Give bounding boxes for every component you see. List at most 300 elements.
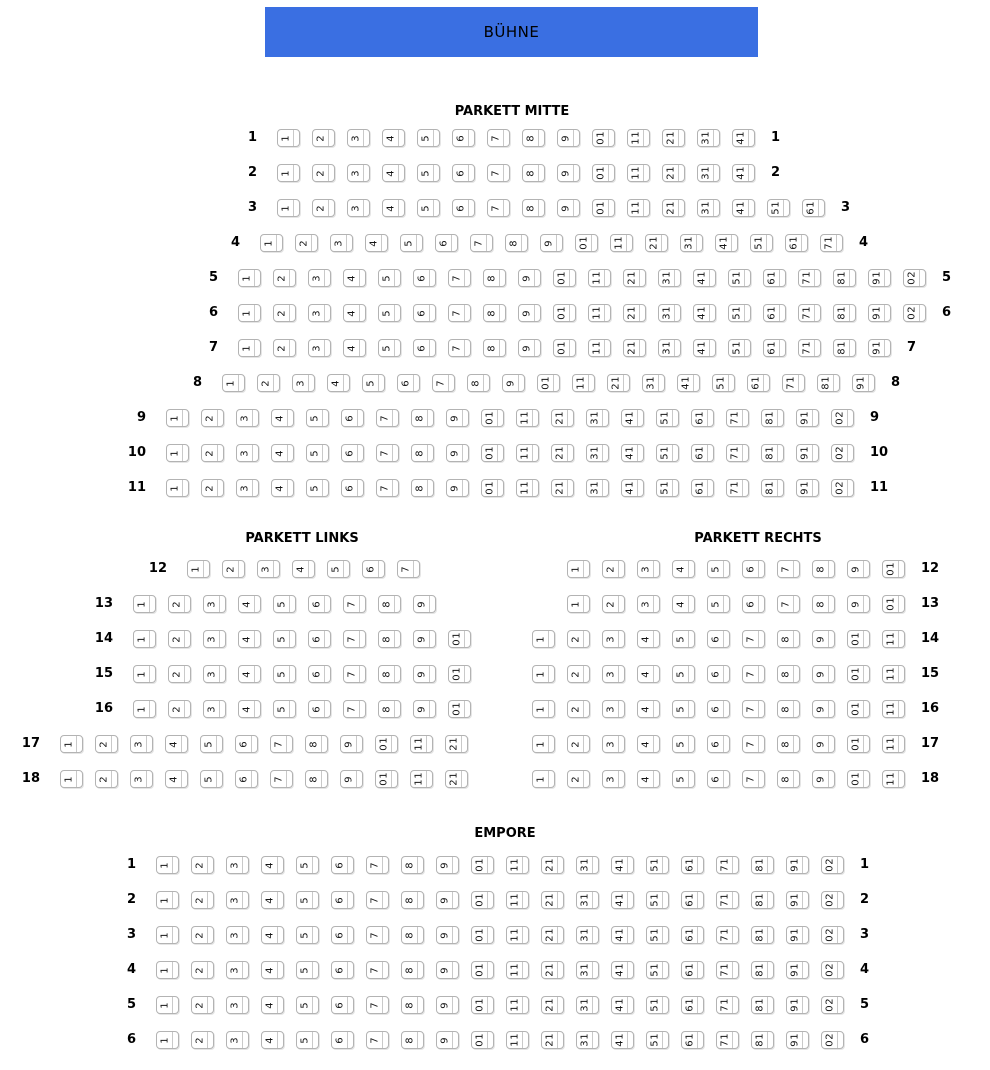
seat[interactable]: [483, 339, 506, 357]
seat[interactable]: [742, 700, 765, 718]
seat[interactable]: [273, 304, 296, 322]
seat[interactable]: [341, 444, 364, 462]
seat[interactable]: [522, 164, 545, 182]
seat[interactable]: [226, 1031, 249, 1049]
seat[interactable]: [382, 164, 405, 182]
seat[interactable]: [821, 961, 844, 979]
seat[interactable]: [576, 926, 599, 944]
seat[interactable]: [308, 630, 331, 648]
seat[interactable]: [576, 856, 599, 874]
seat[interactable]: [656, 479, 679, 497]
seat[interactable]: [362, 374, 385, 392]
seat[interactable]: [557, 129, 580, 147]
seat[interactable]: [716, 961, 739, 979]
seat[interactable]: [672, 665, 695, 683]
seat[interactable]: [672, 630, 695, 648]
seat[interactable]: [751, 926, 774, 944]
seat[interactable]: [401, 996, 424, 1014]
seat[interactable]: [592, 129, 615, 147]
seat[interactable]: [645, 234, 668, 252]
seat[interactable]: [413, 339, 436, 357]
seat[interactable]: [882, 560, 905, 578]
seat[interactable]: [271, 409, 294, 427]
seat[interactable]: [378, 339, 401, 357]
seat[interactable]: [607, 374, 630, 392]
seat[interactable]: [707, 630, 730, 648]
seat[interactable]: [707, 735, 730, 753]
seat[interactable]: [238, 630, 261, 648]
seat[interactable]: [203, 630, 226, 648]
seat[interactable]: [716, 856, 739, 874]
seat[interactable]: [833, 339, 856, 357]
seat[interactable]: [621, 444, 644, 462]
seat[interactable]: [261, 926, 284, 944]
seat[interactable]: [413, 269, 436, 287]
seat[interactable]: [637, 735, 660, 753]
seat[interactable]: [681, 1031, 704, 1049]
seat[interactable]: [786, 926, 809, 944]
seat[interactable]: [798, 339, 821, 357]
seat[interactable]: [681, 856, 704, 874]
seat[interactable]: [868, 304, 891, 322]
seat[interactable]: [767, 199, 790, 217]
seat[interactable]: [261, 961, 284, 979]
seat[interactable]: [662, 164, 685, 182]
seat[interactable]: [226, 856, 249, 874]
seat[interactable]: [882, 630, 905, 648]
seat[interactable]: [796, 479, 819, 497]
seat[interactable]: [238, 339, 261, 357]
seat[interactable]: [366, 1031, 389, 1049]
seat[interactable]: [436, 926, 459, 944]
seat[interactable]: [306, 409, 329, 427]
seat[interactable]: [166, 444, 189, 462]
seat[interactable]: [656, 409, 679, 427]
seat[interactable]: [378, 630, 401, 648]
seat[interactable]: [726, 444, 749, 462]
seat[interactable]: [541, 856, 564, 874]
seat[interactable]: [452, 164, 475, 182]
seat[interactable]: [847, 630, 870, 648]
seat[interactable]: [236, 479, 259, 497]
seat[interactable]: [238, 595, 261, 613]
seat[interactable]: [413, 630, 436, 648]
seat[interactable]: [277, 164, 300, 182]
seat[interactable]: [742, 770, 765, 788]
seat[interactable]: [777, 560, 800, 578]
seat[interactable]: [292, 560, 315, 578]
seat[interactable]: [401, 961, 424, 979]
seat[interactable]: [728, 269, 751, 287]
seat[interactable]: [716, 996, 739, 1014]
seat[interactable]: [798, 269, 821, 287]
seat[interactable]: [882, 735, 905, 753]
seat[interactable]: [656, 444, 679, 462]
seat[interactable]: [662, 199, 685, 217]
seat[interactable]: [763, 304, 786, 322]
seat[interactable]: [506, 856, 529, 874]
seat[interactable]: [487, 199, 510, 217]
seat[interactable]: [586, 479, 609, 497]
seat[interactable]: [588, 269, 611, 287]
seat[interactable]: [847, 770, 870, 788]
seat[interactable]: [308, 339, 331, 357]
seat[interactable]: [567, 665, 590, 683]
seat[interactable]: [681, 891, 704, 909]
seat[interactable]: [518, 304, 541, 322]
seat[interactable]: [156, 856, 179, 874]
seat[interactable]: [532, 630, 555, 648]
seat[interactable]: [541, 961, 564, 979]
seat[interactable]: [812, 770, 835, 788]
seat[interactable]: [567, 560, 590, 578]
seat[interactable]: [261, 1031, 284, 1049]
seat[interactable]: [681, 996, 704, 1014]
seat[interactable]: [847, 700, 870, 718]
seat[interactable]: [551, 444, 574, 462]
seat[interactable]: [502, 374, 525, 392]
seat[interactable]: [448, 269, 471, 287]
seat[interactable]: [411, 479, 434, 497]
seat[interactable]: [821, 996, 844, 1014]
seat[interactable]: [697, 164, 720, 182]
seat[interactable]: [382, 129, 405, 147]
seat[interactable]: [436, 996, 459, 1014]
seat[interactable]: [331, 961, 354, 979]
seat[interactable]: [445, 735, 468, 753]
seat[interactable]: [847, 665, 870, 683]
seat[interactable]: [305, 735, 328, 753]
seat[interactable]: [786, 1031, 809, 1049]
seat[interactable]: [448, 339, 471, 357]
seat[interactable]: [833, 269, 856, 287]
seat[interactable]: [646, 926, 669, 944]
seat[interactable]: [378, 665, 401, 683]
seat[interactable]: [786, 856, 809, 874]
seat[interactable]: [203, 595, 226, 613]
seat[interactable]: [586, 409, 609, 427]
seat[interactable]: [305, 770, 328, 788]
seat[interactable]: [483, 304, 506, 322]
seat[interactable]: [191, 891, 214, 909]
seat[interactable]: [417, 164, 440, 182]
seat[interactable]: [707, 770, 730, 788]
seat[interactable]: [401, 856, 424, 874]
seat[interactable]: [397, 560, 420, 578]
seat[interactable]: [156, 996, 179, 1014]
seat[interactable]: [376, 409, 399, 427]
seat[interactable]: [602, 630, 625, 648]
seat[interactable]: [471, 856, 494, 874]
seat[interactable]: [518, 339, 541, 357]
seat[interactable]: [812, 595, 835, 613]
seat[interactable]: [257, 560, 280, 578]
seat[interactable]: [445, 770, 468, 788]
seat[interactable]: [602, 665, 625, 683]
seat[interactable]: [471, 926, 494, 944]
seat[interactable]: [691, 444, 714, 462]
seat[interactable]: [257, 374, 280, 392]
seat[interactable]: [411, 409, 434, 427]
seat[interactable]: [343, 339, 366, 357]
seat[interactable]: [672, 560, 695, 578]
seat[interactable]: [882, 770, 905, 788]
seat[interactable]: [376, 444, 399, 462]
seat[interactable]: [742, 595, 765, 613]
seat[interactable]: [467, 374, 490, 392]
seat[interactable]: [602, 735, 625, 753]
seat[interactable]: [156, 1031, 179, 1049]
seat[interactable]: [341, 479, 364, 497]
seat[interactable]: [400, 234, 423, 252]
seat[interactable]: [798, 304, 821, 322]
seat[interactable]: [761, 409, 784, 427]
seat[interactable]: [576, 996, 599, 1014]
seat[interactable]: [296, 1031, 319, 1049]
seat[interactable]: [347, 129, 370, 147]
seat[interactable]: [366, 856, 389, 874]
seat[interactable]: [222, 560, 245, 578]
seat[interactable]: [471, 996, 494, 1014]
seat[interactable]: [327, 560, 350, 578]
seat[interactable]: [156, 891, 179, 909]
seat[interactable]: [532, 770, 555, 788]
seat[interactable]: [296, 891, 319, 909]
seat[interactable]: [796, 409, 819, 427]
seat[interactable]: [611, 1031, 634, 1049]
seat[interactable]: [847, 735, 870, 753]
seat[interactable]: [693, 269, 716, 287]
seat[interactable]: [627, 199, 650, 217]
seat[interactable]: [130, 735, 153, 753]
seat[interactable]: [261, 856, 284, 874]
seat[interactable]: [95, 770, 118, 788]
seat[interactable]: [728, 304, 751, 322]
seat[interactable]: [365, 234, 388, 252]
seat[interactable]: [592, 199, 615, 217]
seat[interactable]: [611, 961, 634, 979]
seat[interactable]: [436, 891, 459, 909]
seat[interactable]: [378, 700, 401, 718]
seat[interactable]: [366, 926, 389, 944]
seat[interactable]: [557, 164, 580, 182]
seat[interactable]: [165, 735, 188, 753]
seat[interactable]: [621, 479, 644, 497]
seat[interactable]: [551, 409, 574, 427]
seat[interactable]: [168, 665, 191, 683]
seat[interactable]: [833, 304, 856, 322]
seat[interactable]: [446, 409, 469, 427]
seat[interactable]: [777, 700, 800, 718]
seat[interactable]: [732, 129, 755, 147]
seat[interactable]: [330, 234, 353, 252]
seat[interactable]: [637, 560, 660, 578]
seat[interactable]: [191, 996, 214, 1014]
seat[interactable]: [572, 374, 595, 392]
seat[interactable]: [343, 700, 366, 718]
seat[interactable]: [777, 595, 800, 613]
seat[interactable]: [481, 479, 504, 497]
seat[interactable]: [270, 770, 293, 788]
seat[interactable]: [308, 700, 331, 718]
seat[interactable]: [366, 891, 389, 909]
seat[interactable]: [446, 479, 469, 497]
seat[interactable]: [166, 479, 189, 497]
seat[interactable]: [238, 304, 261, 322]
seat[interactable]: [680, 234, 703, 252]
seat[interactable]: [413, 595, 436, 613]
seat[interactable]: [435, 234, 458, 252]
seat[interactable]: [882, 700, 905, 718]
seat[interactable]: [296, 961, 319, 979]
seat[interactable]: [658, 269, 681, 287]
seat[interactable]: [168, 595, 191, 613]
seat[interactable]: [567, 630, 590, 648]
seat[interactable]: [567, 770, 590, 788]
seat[interactable]: [611, 856, 634, 874]
seat[interactable]: [750, 234, 773, 252]
seat[interactable]: [448, 665, 471, 683]
seat[interactable]: [270, 735, 293, 753]
seat[interactable]: [436, 856, 459, 874]
seat[interactable]: [312, 199, 335, 217]
seat[interactable]: [273, 595, 296, 613]
seat[interactable]: [471, 1031, 494, 1049]
seat[interactable]: [637, 665, 660, 683]
seat[interactable]: [222, 374, 245, 392]
seat[interactable]: [471, 891, 494, 909]
seat[interactable]: [343, 304, 366, 322]
seat[interactable]: [821, 856, 844, 874]
seat[interactable]: [506, 961, 529, 979]
seat[interactable]: [672, 595, 695, 613]
seat[interactable]: [761, 444, 784, 462]
seat[interactable]: [378, 269, 401, 287]
seat[interactable]: [742, 735, 765, 753]
seat[interactable]: [296, 856, 319, 874]
seat[interactable]: [448, 700, 471, 718]
seat[interactable]: [642, 374, 665, 392]
seat[interactable]: [751, 961, 774, 979]
seat[interactable]: [436, 961, 459, 979]
seat[interactable]: [672, 735, 695, 753]
seat[interactable]: [602, 770, 625, 788]
seat[interactable]: [532, 700, 555, 718]
seat[interactable]: [777, 630, 800, 648]
seat[interactable]: [401, 1031, 424, 1049]
seat[interactable]: [537, 374, 560, 392]
seat[interactable]: [331, 856, 354, 874]
seat[interactable]: [812, 700, 835, 718]
seat[interactable]: [716, 926, 739, 944]
seat[interactable]: [156, 961, 179, 979]
seat[interactable]: [812, 560, 835, 578]
seat[interactable]: [417, 129, 440, 147]
seat[interactable]: [60, 735, 83, 753]
seat[interactable]: [308, 665, 331, 683]
seat[interactable]: [191, 961, 214, 979]
seat[interactable]: [852, 374, 875, 392]
seat[interactable]: [728, 339, 751, 357]
seat[interactable]: [203, 665, 226, 683]
seat[interactable]: [575, 234, 598, 252]
seat[interactable]: [226, 891, 249, 909]
seat[interactable]: [366, 961, 389, 979]
seat[interactable]: [296, 926, 319, 944]
seat[interactable]: [812, 665, 835, 683]
seat[interactable]: [693, 304, 716, 322]
seat[interactable]: [413, 304, 436, 322]
seat[interactable]: [557, 199, 580, 217]
seat[interactable]: [471, 961, 494, 979]
seat[interactable]: [411, 444, 434, 462]
seat[interactable]: [516, 479, 539, 497]
seat[interactable]: [691, 479, 714, 497]
seat[interactable]: [567, 735, 590, 753]
seat[interactable]: [312, 129, 335, 147]
seat[interactable]: [646, 996, 669, 1014]
seat[interactable]: [452, 129, 475, 147]
seat[interactable]: [226, 996, 249, 1014]
seat[interactable]: [236, 444, 259, 462]
seat[interactable]: [742, 560, 765, 578]
seat[interactable]: [646, 891, 669, 909]
seat[interactable]: [882, 665, 905, 683]
seat[interactable]: [277, 129, 300, 147]
seat[interactable]: [541, 891, 564, 909]
seat[interactable]: [541, 996, 564, 1014]
seat[interactable]: [452, 199, 475, 217]
seat[interactable]: [308, 304, 331, 322]
seat[interactable]: [235, 770, 258, 788]
seat[interactable]: [697, 129, 720, 147]
seat[interactable]: [295, 234, 318, 252]
seat[interactable]: [168, 630, 191, 648]
seat[interactable]: [786, 961, 809, 979]
seat[interactable]: [273, 665, 296, 683]
seat[interactable]: [168, 700, 191, 718]
seat[interactable]: [436, 1031, 459, 1049]
seat[interactable]: [133, 630, 156, 648]
seat[interactable]: [541, 1031, 564, 1049]
seat[interactable]: [201, 479, 224, 497]
seat[interactable]: [782, 374, 805, 392]
seat[interactable]: [235, 735, 258, 753]
seat[interactable]: [343, 269, 366, 287]
seat[interactable]: [646, 1031, 669, 1049]
seat[interactable]: [751, 1031, 774, 1049]
seat[interactable]: [761, 479, 784, 497]
seat[interactable]: [602, 700, 625, 718]
seat[interactable]: [532, 735, 555, 753]
seat[interactable]: [623, 269, 646, 287]
seat[interactable]: [796, 444, 819, 462]
seat[interactable]: [802, 199, 825, 217]
seat[interactable]: [551, 479, 574, 497]
seat[interactable]: [341, 409, 364, 427]
seat[interactable]: [742, 665, 765, 683]
seat[interactable]: [417, 199, 440, 217]
seat[interactable]: [576, 891, 599, 909]
seat[interactable]: [821, 926, 844, 944]
seat[interactable]: [156, 926, 179, 944]
seat[interactable]: [261, 891, 284, 909]
seat[interactable]: [567, 700, 590, 718]
seat[interactable]: [903, 269, 926, 287]
seat[interactable]: [777, 770, 800, 788]
seat[interactable]: [553, 339, 576, 357]
seat[interactable]: [576, 1031, 599, 1049]
